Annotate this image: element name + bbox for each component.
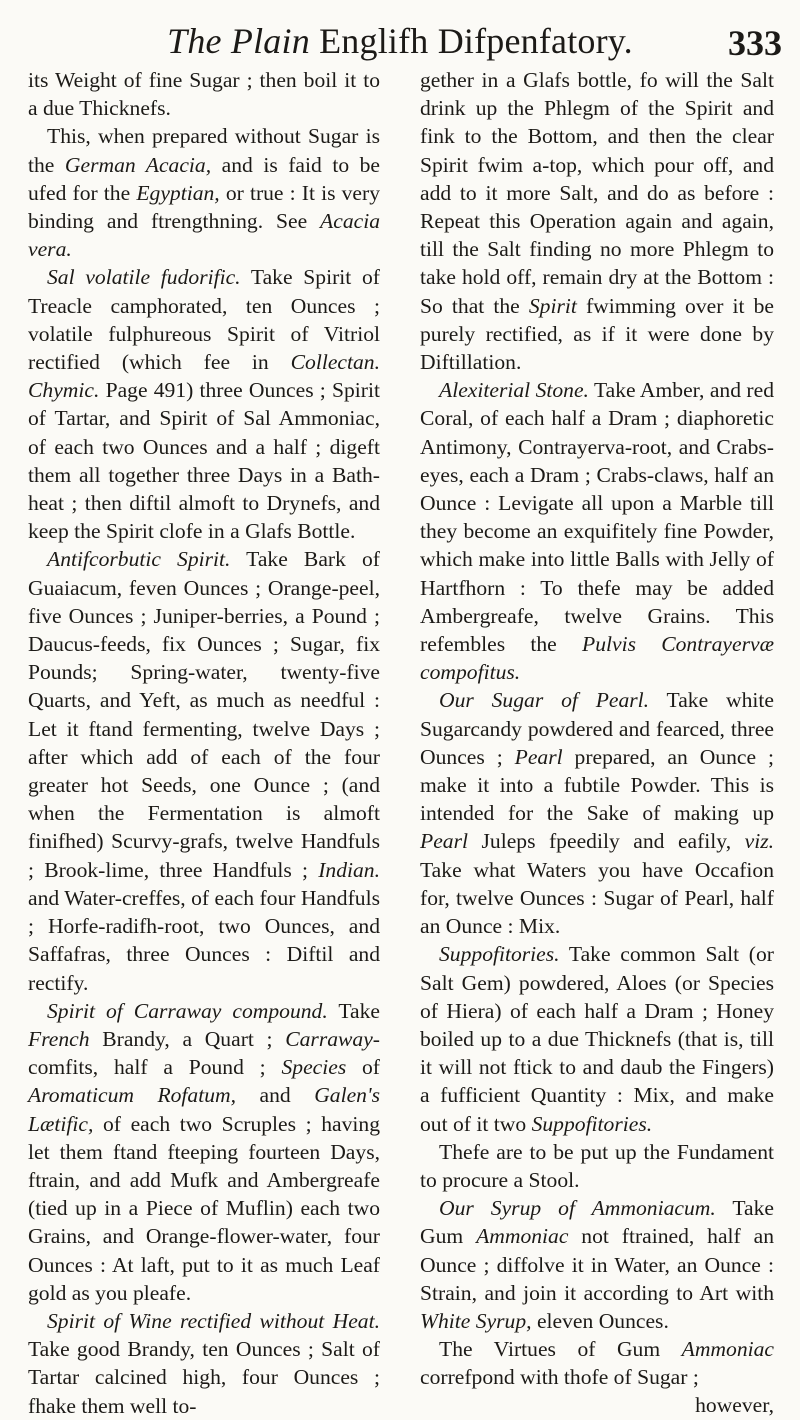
text-run: or true : It is very binding and ftrengthning. See	[28, 180, 381, 234]
running-head	[0, 20, 800, 62]
italic-term: Species	[281, 1055, 347, 1080]
running-head-rest: Englifh Difpenfatory.	[309, 21, 633, 61]
italic-term: Our Sugar of Pearl.	[439, 688, 650, 713]
text-run: gether in a Glafs bottle, fo will the Salt drink up the Phlegm of the Spirit and fink to the Bottom, and then the clear Spirit fwim a-top, which pour off, and add to it more Salt, and do as before : Repeat this Operation again and again, till the Salt finding no more Phlegm to take hold off, remain dry at the Bottom : So that the	[420, 68, 774, 318]
text-run: not ftrained, half an Ounce ; diffolve it in Water, an Ounce : Strain, and join it according to Art with	[420, 1224, 774, 1305]
paragraph	[420, 66, 774, 376]
catchword: however,	[695, 1392, 774, 1417]
italic-term: Spirit of Carraway compound.	[47, 998, 328, 1023]
text-run: comfits, half a Pound ;	[28, 1055, 282, 1080]
italic-term: Galen's Lætific,	[28, 1083, 380, 1136]
paragraph	[28, 1307, 380, 1420]
paragraph	[420, 1335, 774, 1391]
text-run: Take Bark of Guaiacum, feven Ounces ; Orange-peel, five Ounces ; Juniper-berries, a Pound ; Daucus-feeds, fix Ounces ; Sugar, fix Pounds; Spring-water, twenty-five Quarts, and Yeft, as much as needful : Let it ftand fermenting, twelve Days ; after which add of each of the four greater hot Seeds, one Ounce ; (and when the Fermentation is almoft finifhed) Scurvy-grafs, twelve Handfuls ; Brook-lime, three Handfuls ;	[28, 547, 380, 882]
text-run: Take common Salt (or Salt Gem) powdered, Aloes (or Species of Hiera) of each half a Dram ; Honey boiled up to a due Thicknefs (that is, till it will not ftick to and daub the Fingers) a fufficient Quantity : Mix, and make out of it two	[420, 942, 774, 1136]
italic-term: French	[28, 1026, 90, 1051]
paragraph	[420, 686, 774, 940]
text-run: prepared, an Ounce ; make it into a fubtile Powder. This is intended for the Sake of making up	[420, 744, 774, 826]
left-text-column	[28, 66, 380, 1420]
italic-term: Spirit of Wine rectified without Heat.	[47, 1308, 380, 1333]
text-run: Take Amber, and red Coral, of each half a Dram ; diaphoretic Antimony, Contrayerva-root, and Crabs-eyes, each a Dram ; Crabs-claws, half an Ounce : Levigate all upon a Marble till they become an exquifitely fine Powder, which make into little Balls with Jelly of Hartfhorn : To thefe may be added Ambergreafe, twelve Grains. This refembles the	[420, 378, 774, 657]
text-run: Take Spirit of Treacle camphorated, ten Ounces ; volatile fulphureous Spirit of Vitriol rectified (which fee in	[28, 265, 380, 375]
text-run: Take what Waters you have Occafion for, twelve Ounces : Sugar of Pearl, half an Ounce : Mix.	[420, 857, 774, 939]
text-run: Brandy, a Quart ;	[89, 1026, 286, 1051]
text-run: The Virtues of Gum	[439, 1337, 682, 1362]
italic-term: Our Syrup of Ammoniacum.	[439, 1196, 716, 1221]
text-run: eleven Ounces.	[531, 1308, 669, 1333]
paragraph	[420, 376, 774, 686]
page-header	[0, 14, 800, 70]
italic-term: Pulvis Contrayervæ compofitus.	[420, 632, 774, 685]
right-text-column	[420, 66, 774, 1418]
italic-term: Egyptian,	[136, 180, 220, 205]
italic-term: Ammoniac	[476, 1224, 569, 1249]
text-run: and is faid to be ufed for the	[28, 152, 380, 205]
italic-term: White Syrup,	[420, 1308, 532, 1333]
text-run: Take	[327, 998, 381, 1023]
text-run: Take good Brandy, ten Ounces ; Salt of Tartar calcined high, four Ounces ; fhake them well to-	[28, 1337, 380, 1418]
italic-term: Suppofitories.	[531, 1111, 653, 1136]
text-run: Take white Sugarcandy powdered and fearced, three Ounces ;	[420, 688, 775, 769]
text-run: and	[236, 1083, 315, 1108]
italic-term: German Acacia,	[64, 152, 212, 177]
italic-term: Collectan. Chymic.	[28, 350, 380, 403]
paragraph	[28, 122, 380, 263]
paragraph	[28, 263, 380, 545]
text-run: Juleps fpeedily and eafily,	[467, 829, 745, 854]
page-number: 333	[728, 23, 782, 63]
italic-term: viz.	[744, 829, 774, 854]
italic-term: Antifcorbutic Spirit.	[47, 547, 231, 572]
text-run: Take Gum	[420, 1196, 774, 1249]
italic-term: Pearl	[420, 829, 468, 854]
italic-term: Suppofitories.	[439, 942, 560, 967]
italic-term: Aromaticum Rofatum,	[28, 1083, 237, 1108]
italic-term: Acacia vera.	[28, 209, 380, 262]
paragraph	[28, 997, 380, 1307]
italic-term: Pearl	[514, 744, 563, 769]
paragraph	[28, 66, 380, 122]
text-run: its Weight of fine Sugar ; then boil it to a due Thicknefs.	[28, 68, 380, 121]
text-run: and Water-creffes, of each four Handfuls ; Horfe-radifh-root, two Ounces, and Saffafras, three Ounces : Diftil and rectify.	[28, 885, 380, 995]
text-run: Page 491) three Ounces ; Spirit of Tartar, and Spirit of Sal Ammoniac, of each two Ounces and a half ; digeft them all together three Days in a Bath-heat ; then diftil almoft to Drynefs, and keep the Spirit clofe in a Glafs Bottle.	[28, 378, 380, 544]
paragraph	[420, 1138, 774, 1194]
italic-term: Alexiterial Stone.	[439, 378, 589, 403]
paragraph	[28, 545, 380, 996]
running-head-italic: The Plain	[167, 21, 310, 61]
italic-term: Carraway-	[285, 1026, 380, 1051]
italic-term: Indian.	[318, 857, 380, 882]
italic-term: Spirit	[528, 293, 577, 318]
text-run: correfpond with thofe of Sugar ;	[420, 1365, 699, 1390]
text-run: Thefe are to be put up the Fundament to procure a Stool.	[420, 1139, 774, 1192]
paragraph	[420, 1194, 774, 1335]
text-run: of	[346, 1055, 380, 1080]
text-run: fwimming over it be purely rectified, as if it were done by Diftillation.	[420, 293, 774, 375]
text-run: This, when prepared without Sugar is the	[28, 124, 380, 177]
italic-term: Sal volatile fudorific.	[47, 265, 241, 290]
text-run: of each two Scruples ; having let them ftand fteeping fourteen Days, ftrain, and add Mufk and Ambergreafe (tied up in a Piece of Muflin) each two Grains, and Orange-flower-water, four Ounces : At laft, put to it as much Leaf gold as you pleafe.	[28, 1111, 380, 1305]
paragraph	[420, 940, 774, 1137]
italic-term: Ammoniac	[681, 1337, 774, 1362]
